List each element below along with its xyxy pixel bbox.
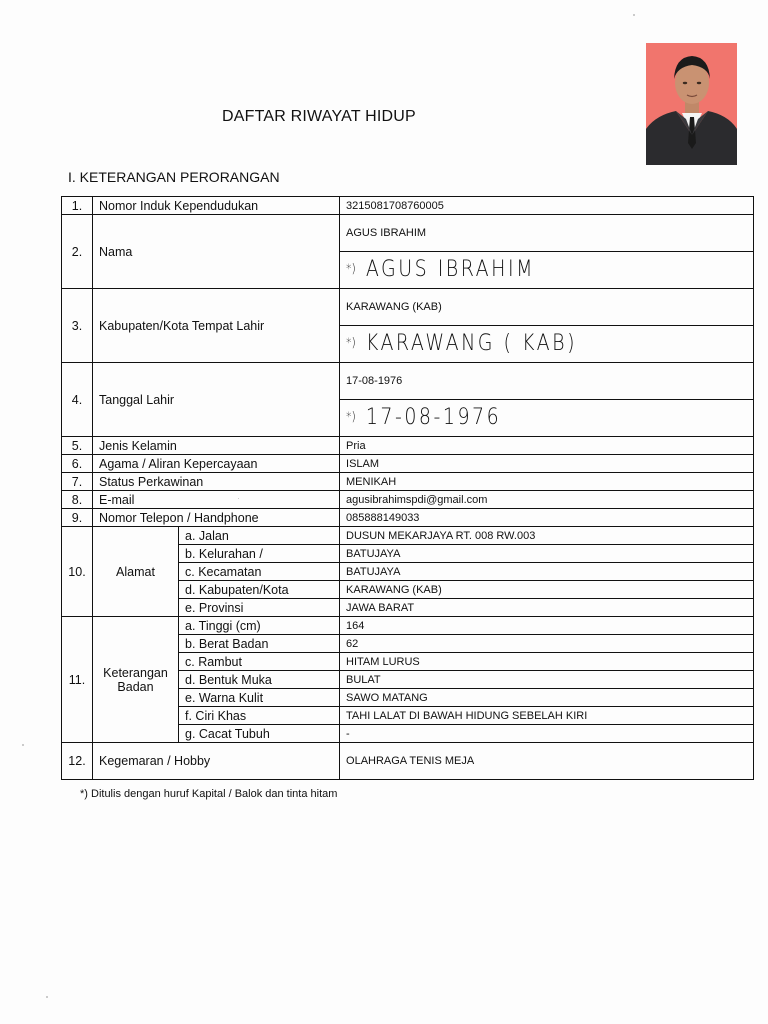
handwritten-cell (340, 400, 754, 437)
scan-speck (633, 14, 635, 16)
handwritten-value: 17-08-1976 (365, 403, 502, 430)
field-value: MENIKAH (340, 473, 754, 491)
row-number: 6. (62, 455, 93, 473)
phone-value: 085888149033 (340, 509, 754, 527)
field-label: Tanggal Lahir (93, 363, 340, 437)
field-label-line: Keterangan (103, 665, 168, 680)
footnote: *) Ditulis dengan huruf Kapital / Balok dan tinta hitam (80, 788, 338, 800)
row-number: 9. (62, 509, 93, 527)
field-label: Kegemaran / Hobby (93, 743, 340, 780)
field-value: Pria (340, 437, 754, 455)
handwritten-cell (340, 252, 754, 289)
sub-label: d. Bentuk Muka (179, 671, 340, 689)
row-number: 5. (62, 437, 93, 455)
table-row (62, 437, 754, 455)
table-row (62, 509, 754, 527)
field-label-badan (93, 617, 179, 743)
field-value: KARAWANG (KAB) (340, 581, 754, 599)
handwritten-asterisk: *) (346, 334, 356, 350)
sub-label: a. Tinggi (cm) (179, 617, 340, 635)
row-number: 12. (62, 743, 93, 780)
field-label: E-mail (93, 491, 340, 509)
field-label: Jenis Kelamin (93, 437, 340, 455)
scan-speck (238, 498, 239, 499)
sub-label: a. Jalan (179, 527, 340, 545)
field-value: JAWA BARAT (340, 599, 754, 617)
table-row (62, 215, 754, 252)
scan-speck (46, 996, 48, 998)
table-row (62, 289, 754, 326)
field-value: BATUJAYA (340, 563, 754, 581)
row-number: 3. (62, 289, 93, 363)
field-label: Agama / Aliran Kepercayaan (93, 455, 340, 473)
sub-label: e. Provinsi (179, 599, 340, 617)
field-value: SAWO MATANG (340, 689, 754, 707)
handwritten-asterisk: *) (346, 260, 356, 276)
row-number: 4. (62, 363, 93, 437)
field-label-alamat: Alamat (93, 527, 179, 617)
sub-label: c. Kecamatan (179, 563, 340, 581)
handwritten-value: KARAWANG ( KAB) (365, 329, 577, 356)
sub-label: f. Ciri Khas (179, 707, 340, 725)
field-label: Nama (93, 215, 340, 289)
field-value: OLAHRAGA TENIS MEJA (340, 743, 754, 780)
field-value: 164 (340, 617, 754, 635)
row-number: 2. (62, 215, 93, 289)
field-value: AGUS IBRAHIM (340, 215, 754, 252)
table-row (62, 527, 754, 545)
field-value: - (340, 725, 754, 743)
sub-label: b. Berat Badan (179, 635, 340, 653)
field-value: TAHI LALAT DI BAWAH HIDUNG SEBELAH KIRI (340, 707, 754, 725)
profile-photo (646, 43, 737, 165)
field-label: Nomor Telepon / Handphone (93, 509, 340, 527)
row-number: 1. (62, 197, 93, 215)
field-value: 17-08-1976 (340, 363, 754, 400)
sub-label: d. Kabupaten/Kota (179, 581, 340, 599)
field-label: Kabupaten/Kota Tempat Lahir (93, 289, 340, 363)
handwritten-asterisk: *) (346, 408, 356, 424)
profile-photo-image (646, 43, 737, 165)
biodata-table (61, 196, 754, 780)
table-row (62, 743, 754, 780)
sub-label: b. Kelurahan / (179, 545, 340, 563)
field-value: HITAM LURUS (340, 653, 754, 671)
sub-label: e. Warna Kulit (179, 689, 340, 707)
field-value: 62 (340, 635, 754, 653)
field-label-line: Badan (117, 679, 154, 694)
sub-label: g. Cacat Tubuh (179, 725, 340, 743)
field-label: Status Perkawinan (93, 473, 340, 491)
row-number: 8. (62, 491, 93, 509)
table-row (62, 455, 754, 473)
section-title: I. KETERANGAN PERORANGAN (68, 169, 280, 185)
handwritten-cell (340, 326, 754, 363)
field-value: DUSUN MEKARJAYA RT. 008 RW.003 (340, 527, 754, 545)
table-row (62, 363, 754, 400)
table-row (62, 473, 754, 491)
table-row (62, 491, 754, 509)
handwritten-value: AGUS IBRAHIM (365, 255, 535, 282)
email-value: agusibrahimspdi@gmail.com (340, 491, 754, 509)
field-label: Nomor Induk Kependudukan (93, 197, 340, 215)
field-value: KARAWANG (KAB) (340, 289, 754, 326)
field-value: ISLAM (340, 455, 754, 473)
table-row (62, 197, 754, 215)
document-title: DAFTAR RIWAYAT HIDUP (222, 108, 416, 125)
field-value: BATUJAYA (340, 545, 754, 563)
sub-label: c. Rambut (179, 653, 340, 671)
row-number: 10. (62, 527, 93, 617)
scan-speck (22, 744, 24, 746)
table-row (62, 617, 754, 635)
row-number: 7. (62, 473, 93, 491)
row-number: 11. (62, 617, 93, 743)
field-value: BULAT (340, 671, 754, 689)
field-value: 3215081708760005 (340, 197, 754, 215)
